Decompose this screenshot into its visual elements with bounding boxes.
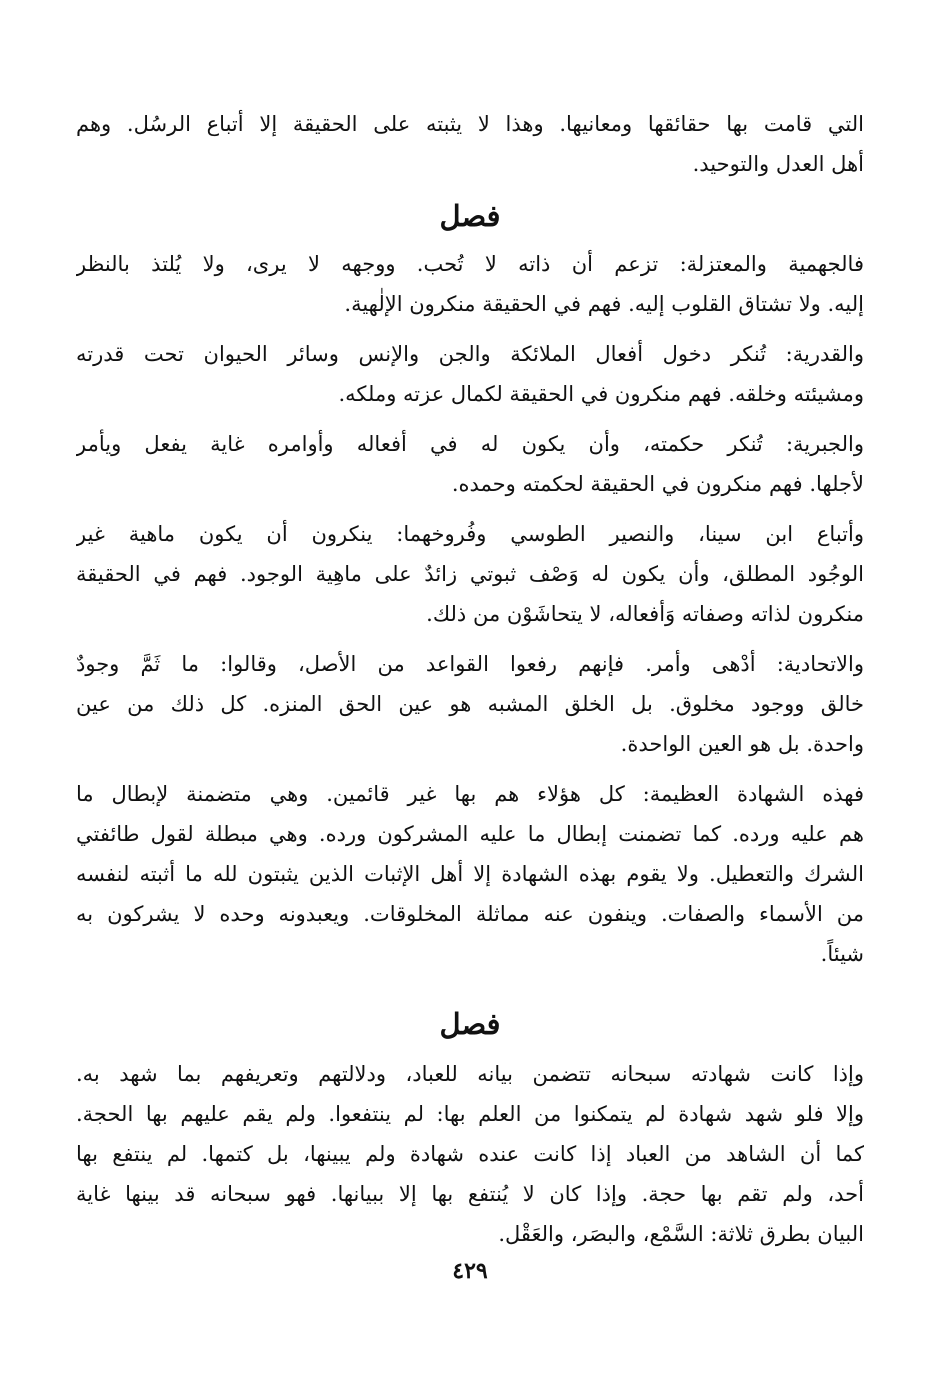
section-heading: فصل	[439, 199, 501, 233]
text-line: كما أن الشاهد من العباد إذا كانت عنده شهادة ولم يبينها، بل كتمها. لم ينتفع بها	[76, 1142, 864, 1166]
text-line: البيان بطرق ثلاثة: السَّمْع، والبصَر، والعَقْل.	[498, 1222, 864, 1246]
text-line: واحدة. بل هو العين الواحدة.	[620, 732, 864, 756]
text-line: الشرك والتعطيل. ولا يقوم بهذه الشهادة إلا أهل الإثبات الذين يثبتون لله ما أثبته لنفسه	[76, 862, 864, 886]
text-line: فالجهمية والمعتزلة: تزعم أن ذاته لا تُحب. ووجهه لا يرى، ولا يُلتذ بالنظر	[76, 252, 864, 276]
paragraph-ibn-sina	[76, 514, 864, 634]
text-line: هم عليه ورده. كما تضمنت إبطال ما عليه المشركون ورده. وهي مبطلة لقول طائفتي	[76, 822, 864, 846]
paragraph-shahada	[76, 774, 864, 974]
text-line: والقدرية: تُنكر دخول أفعال الملائكة والجن والإنس وسائر الحيوان تحت قدرته	[76, 342, 864, 366]
paragraph-jahmiyya	[76, 244, 864, 324]
text-line: التي قامت بها حقائقها ومعانيها. وهذا لا يثبته على الحقيقة إلا أتباع الرسُل. وهم	[76, 112, 864, 136]
text-line: أهل العدل والتوحيد.	[692, 152, 864, 176]
text-line: ومشيئته وخلقه. فهم منكرون في الحقيقة لكمال عزته وملكه.	[338, 382, 864, 406]
text-line: أحد، ولم تقم بها حجة. وإذا كان لا يُنتفع بها إلا ببيانها. فهو سبحانه قد بينها غاية	[76, 1182, 864, 1206]
text-line: والجبرية: تُنكر حكمته، وأن يكون له في أفعاله وأوامره غاية يفعل ويأمر	[76, 432, 864, 456]
text-line: فهذه الشهادة العظيمة: كل هؤلاء هم بها غير قائمين. وهي متضمنة لإبطال ما	[76, 782, 864, 806]
text-line: إليه. ولا تشتاق القلوب إليه. فهم في الحقيقة منكرون الإلٰهية.	[344, 292, 864, 316]
paragraph-qadariyya	[76, 334, 864, 414]
intro-paragraph	[76, 104, 864, 184]
text-line: والاتحادية: أدْهى وأمر. فإنهم رفعوا القواعد من الأصل، وقالوا: ما ثَمَّ وجودٌ	[76, 652, 864, 676]
text-line: وأتباع ابن سينا، والنصير الطوسي وفُروخهما: ينكرون أن يكون ماهية غير	[76, 522, 864, 546]
text-line: وإلا فلو شهد شهادة لم يتمكنوا من العلم بها: لم ينتفعوا. ولم يقم عليهم بها الحجة.	[76, 1102, 864, 1126]
text-line: شيئاً.	[820, 942, 864, 966]
text-line: الوجُود المطلق، وأن يكون له وَصْف ثبوتي زائدٌ على ماهِية الوجود. فهم في الحقيقة	[76, 562, 864, 586]
paragraph-jabriyya	[76, 424, 864, 504]
text-line: منكرون لذاته وصفاته وَأفعاله، لا يتحاشَوْن من ذلك.	[426, 602, 864, 626]
text-line: لأجلها. فهم منكرون في الحقيقة لحكمته وحمده.	[451, 472, 864, 496]
paragraph-bayan	[76, 1054, 864, 1254]
section-heading: فصل	[439, 1007, 501, 1041]
text-line: خالق ووجود مخلوق. بل الخلق المشبه هو عين الحق المنزه. كل ذلك من عين	[76, 692, 864, 716]
paragraph-ittihadiyya	[76, 644, 864, 764]
page-number: ٤٢٩	[452, 1258, 488, 1284]
text-line: وإذا كانت شهادته سبحانه تتضمن بيانه للعباد، ودلالتهم وتعريفهم بما شهد به.	[76, 1062, 864, 1086]
text-line: من الأسماء والصفات. وينفون عنه مماثلة المخلوقات. ويعبدونه وحده لا يشركون به	[76, 902, 864, 926]
